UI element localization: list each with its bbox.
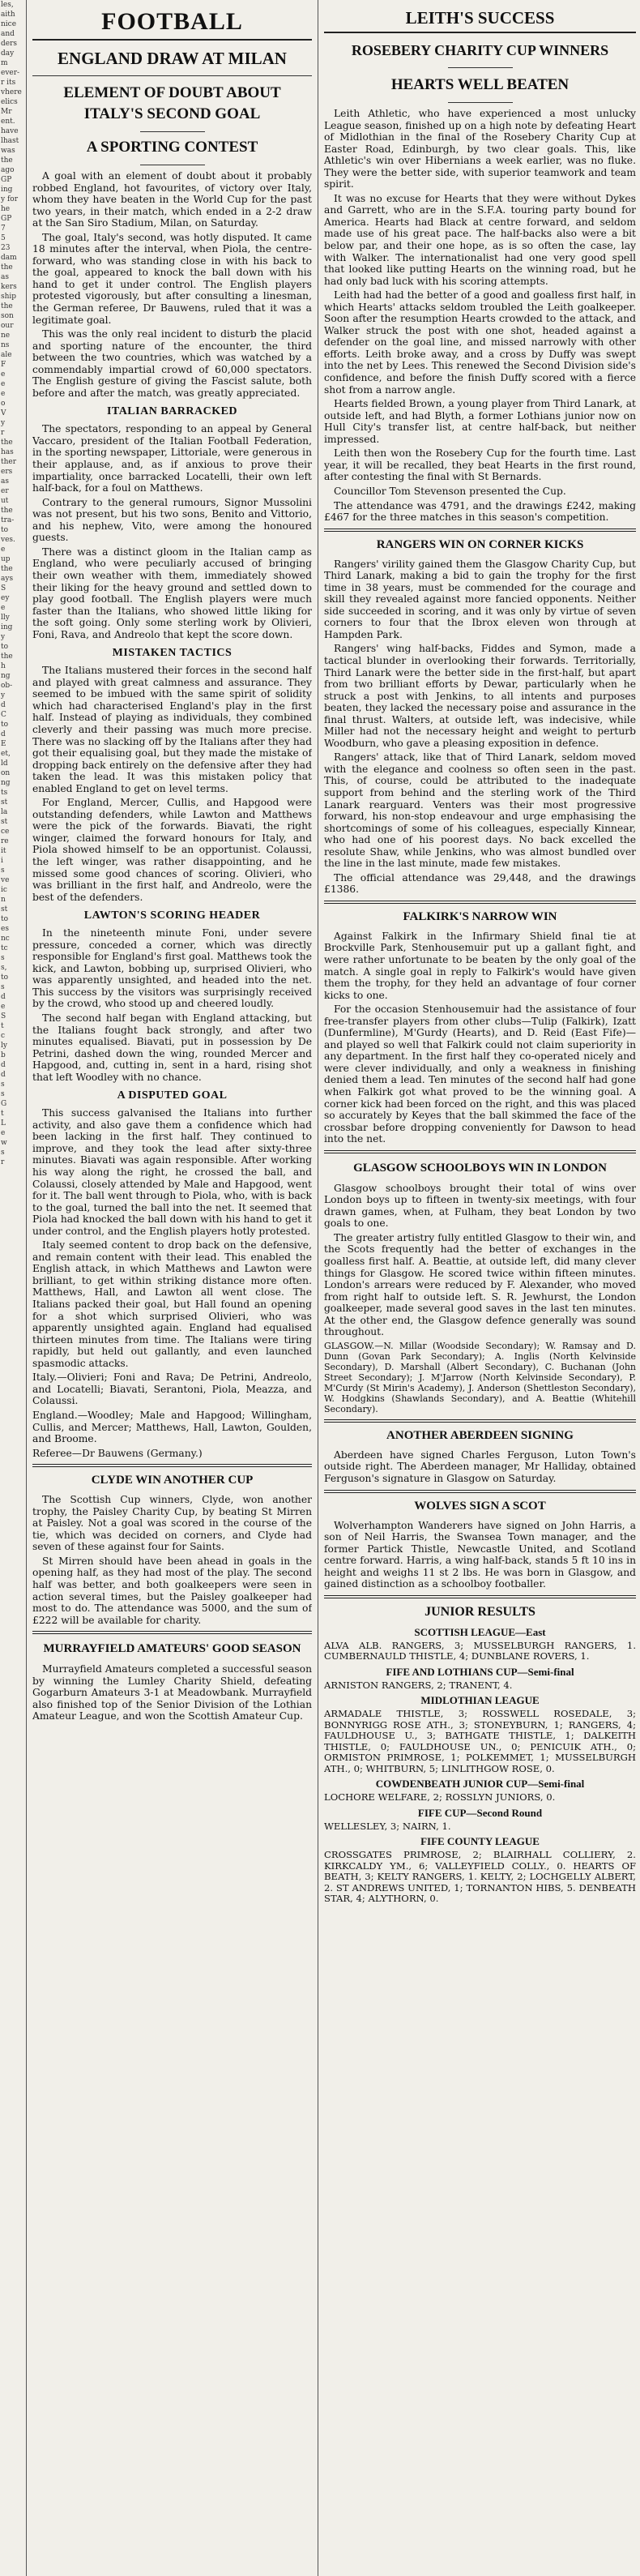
paragraph: Hearts fielded Brown, a young player from Third Lanark, at outside left, and had Blyth, a former Lothians junior now on Hull City's transfer list, at centre half-back, but neither impressed. [324, 398, 636, 445]
divider [324, 528, 636, 532]
team-lineup: GLASGOW.—N. Millar (Woodside Secondary); W. Ramsay and D. Dunn (Govan Park Secondary); A. Inglis (North Kelvinside Secondary), D. Marshall (Albert Secondary), C. Buchanan (John Street Secondary); J. M'Jarrow (North Kelvinside Secondary), P. M'Curdy (St Mirin's Academy), J. Anderson (Shettleston Secondary), W. Hodgkins (Shawlands Secondary), and A. Beattie (Whitehill Secondary). [324, 1340, 636, 1414]
kicker: HEARTS WELL BEATEN [390, 76, 570, 93]
gutter-fragment: s [1, 983, 5, 991]
divider [324, 1490, 636, 1493]
gutter-fragment: G [1, 1100, 7, 1108]
gutter-fragment: L [1, 1119, 6, 1128]
gutter-fragment: la [1, 808, 8, 816]
gutter-fragment: the [1, 263, 13, 272]
story-headline: ANOTHER ABERDEEN SIGNING [386, 1428, 574, 1442]
divider [324, 32, 636, 33]
divider [32, 1464, 312, 1467]
story-headline: GLASGOW SCHOOLBOYS WIN IN LONDON [353, 1161, 607, 1175]
gutter-fragment: e [1, 604, 6, 612]
paragraph: England.—Woodley; Male and Hapgood; Willingham, Cullis, and Mercer; Matthews, Hall, Lawton, Goulden, and Broome. [32, 1409, 312, 1445]
gutter-fragment: ing [1, 623, 13, 631]
paragraph: A goal with an element of doubt about it probably robbed England, hot favourites, of victory over Italy, whom they have beaten in the World Cup for the past two years, in their match, which ended in a 2-2 draw at the San Siro Stadium, Milan, on Saturday. [32, 170, 312, 229]
gutter-fragment: s [1, 1090, 5, 1098]
gutter-fragment: y [1, 633, 6, 641]
results-text: WELLESLEY, 3; NAIRN, 1. [324, 1820, 451, 1832]
gutter-fragment: w [1, 1139, 7, 1147]
subheadline: ROSEBERY CHARITY CUP WINNERS [351, 42, 609, 58]
gutter-fragment: lly [1, 614, 10, 622]
gutter-fragment: s [1, 1080, 5, 1089]
gutter-fragment: ng [1, 672, 11, 680]
paragraph: The attendance was 4791, and the drawings £242, making £467 for the three matches in this season's competition. [324, 499, 636, 524]
crosshead: LAWTON'S SCORING HEADER [83, 909, 261, 922]
gutter-fragment: 23 [1, 244, 11, 252]
gutter-fragment: r its [1, 79, 16, 87]
paragraph: Aberdeen have signed Charles Ferguson, Luton Town's outside right. The Aberdeen manager, Mr Halliday, obtained Ferguson's signature in Glasgow on Saturday. [324, 1448, 636, 1484]
gutter-fragment: to [1, 721, 9, 729]
gutter-fragment: elics [1, 98, 18, 106]
gutter-fragment: ne [1, 332, 11, 340]
results-text: CROSSGATES PRIMROSE, 2; BLAIRHALL COLLIERY, 2. KIRKCALDY YM., 6; VALLEYFIELD COLLY., 0. HEARTS OF BEATH, 3; KELTY RANGERS, 1. KELTY, 2; LOCHGELLY ALBERT, 2. ST ANDREWS UNITED, 1; TORNANTON HIBS, 5. DENBEATH STAR, 4; ALYTHORN, 0. [324, 1849, 636, 1905]
paragraph: Rangers' wing half-backs, Fiddes and Symon, made a tactical blunder in overlooking their forwards. Territorially, Third Lanark were the better side in the first-half, but apart from two brilliant efforts by Dewar, particularly when he struck a post with Jenkins, to all intents and purposes beaten, they lacked the necessary poise and assurance in the final thrust. Walters, at outside left, was indecisive, while Miller had not the necessary height and weight to perturb Woodburn, who gave a pleasing exposition in defence. [324, 643, 636, 749]
gutter-fragment: the [1, 302, 13, 310]
paragraph: The greater artistry fully entitled Glasgow to their win, and the Scots frequently had the better of exchanges in the goalless first half. A. Beattie, at outside left, did many clever things for Glasgow. He scored twice within fifteen minutes. London's arrears were reduced by F. Alexander, who moved from right half to outside left. S. R. Jewhurst, the London goalkeeper, made several good saves in the last ten minutes. At the other end, the Glasgow defence generally was sound throughout. [324, 1231, 636, 1338]
gutter-fragment: ic [1, 886, 7, 894]
gutter-fragment: ng [1, 779, 11, 787]
gutter-fragment: V [1, 409, 6, 417]
gutter-fragment: the [1, 156, 13, 165]
divider [448, 67, 513, 68]
divider [324, 1419, 636, 1423]
gutter-fragment: GP [1, 176, 12, 184]
paragraph: The goal, Italy's second, was hotly disputed. It came 18 minutes after the interval, when Piola, the centre-forward, who was standing close in with his back to the goal, appeared to knock the ball down with his hand to get it under control. The English players protested vigorously, but after consulting a linesman, the German referee, Dr Bauwens, ruled that it was a legitimate goal. [32, 231, 312, 326]
results-text: ARNISTON RANGERS, 2; TRANENT, 4. [324, 1679, 513, 1691]
gutter-fragment: S [1, 1012, 6, 1021]
gutter-fragment: re [1, 837, 9, 845]
gutter-fragment: t [1, 1022, 4, 1030]
paragraph: Leith had had the better of a good and goalless first half, in which Hearts' attacks seldom troubled the Leith goalkeeper. Soon after the resumption Hearts crowded to the attack, and Walker struck the post with one shot, headed against a defender on the goal line, and missed narrowly with other efforts. Leith broke away, and a cross by Duffy was swept into the net by Lees. This renewed the Second Division side's confidence, and before the finish Duffy scored with a fierce shot from a narrow angle. [324, 289, 636, 396]
gutter-fragment: ship [1, 293, 17, 301]
paragraph: Rangers' attack, like that of Third Lanark, seldom moved with the elegance and coolness so often seen in the past. This, of course, could be attributed to the inadequate support from behind and the sterling work of the Third Lanark rearguard. Venters was their most progressive forward, his non-stop endeavour and urge emphasising the shortcomings of some of his colleagues, especially Kinnear, who had one of his poorest days. No back excelled the resolute Shaw, while Jenkins, who was almost bundled over the line in the last minute, made few mistakes. [324, 751, 636, 870]
results-heading: FIFE AND LOTHIANS CUP—Semi-final [386, 1665, 574, 1678]
gutter-fragment: ves. [1, 536, 15, 544]
gutter-fragment: ve [1, 876, 10, 884]
paragraph: There was a distinct gloom in the Italian camp as England, who were peculiarly accused of bringing their own weather with them, immediately showed their liking for the heavy ground and settled down to play good football. The English players were much faster than the Italians, who showed little liking for the soft going. Only some sterling work by Olivieri, Foni, Rava, and Andreolo that kept the score down. [32, 546, 312, 640]
gutter-fragment: ld [1, 760, 8, 768]
crosshead: MISTAKEN TACTICS [112, 647, 233, 660]
gutter-fragment: our [1, 322, 14, 330]
gutter-fragment: b [1, 1051, 6, 1059]
gutter-fragment: n [1, 896, 6, 904]
paragraph: Glasgow schoolboys brought their total of wins over London boys up to fifteen in twenty-six meetings, with four drawn games, when, at Fulham, they beat London by two goals to one. [324, 1182, 636, 1230]
gutter-fragment: les, [1, 1, 14, 9]
gutter-fragment: s [1, 867, 5, 875]
gutter-fragment: to [1, 643, 9, 651]
gutter-fragment: C [1, 711, 6, 719]
paragraph: The spectators, responding to an appeal by General Vaccaro, president of the Italian Football Federation, in the sporting newspaper, Littoriale, were generous in their applause, and, as if anxious to prove their impartiality, once barracked Locatelli, their own left half-back, for a foul on Matthews. [32, 423, 312, 494]
gutter-fragment: e [1, 390, 6, 398]
gutter-fragment: i [1, 857, 3, 865]
gutter-fragment: on [1, 769, 11, 777]
gutter-fragment: d [1, 701, 6, 709]
results-heading: FIFE CUP—Second Round [417, 1806, 543, 1819]
gutter-fragment: Mr [1, 108, 12, 116]
divider [448, 102, 513, 103]
paragraph: Leith then won the Rosebery Cup for the fourth time. Last year, it will be recalled, they beat Hearts in the first round, after contesting the final with St Bernards. [324, 447, 636, 483]
gutter-fragment: as [1, 273, 9, 281]
gutter-fragment: y [1, 419, 6, 427]
results-text: LOCHORE WELFARE, 2; ROSSLYN JUNIORS, 0. [324, 1791, 556, 1804]
gutter-fragment: ays [1, 575, 14, 583]
gutter-fragment: s [1, 954, 5, 962]
gutter-fragment: ders [1, 40, 18, 48]
gutter-fragment: ing [1, 186, 13, 194]
gutter-fragment: as [1, 477, 9, 486]
gutter-fragment: dam [1, 254, 17, 262]
paragraph: St Mirren should have been ahead in goals in the opening half, as they had most of the play. The second half was better, and both goalkeepers were seen in action several times, but the Paisley goalkeeper had most to do. The attendance was 5000, and the sum of £222 will be available for charity. [32, 1555, 312, 1626]
gutter-fragment: to [1, 915, 9, 923]
paragraph: The Italians mustered their forces in the second half and played with great calmness and assurance. They seemed to be imbued with the same spirit of solidity which had characterised England's play in the first half. Instead of playing as individuals, they combined cleverly and their passing was much more precise. There was no slacking off by the Italians after they had got their equalising goal, but they made the mistake of dropping back entirely on the defensive after they had taken the lead. It was this mistaken policy that enabled England to get on level terms. [32, 665, 312, 794]
paragraph: This success galvanised the Italians into further activity, and also gave them a confidence which had been lacking in the first half. They continued to improve, and they took the lead after sixty-three minutes. Biavati was again responsible. After working his way along the right, he crossed the ball, and Colaussi, closely attended by Male and Hapgood, went for it. The ball went through to Piola, who, with is back to the goal, turned the ball into the net. It seemed that Piola had knocked the ball down with his hand to get it under control, and the English players hotly protested. [32, 1107, 312, 1237]
paragraph: Against Falkirk in the Infirmary Shield final tie at Brockville Park, Stenhousemuir put up a gallant fight, and were rather unfortunate to be beaten by the only goal of the match. A single goal in reply to Falkirk's would have given them the trophy, for they held an advantage of four corner kicks to one. [324, 930, 636, 1001]
gutter-fragment: e [1, 1003, 6, 1011]
section-title: FOOTBALL [101, 8, 243, 35]
gutter-fragment: have [1, 127, 19, 135]
paragraph: Contrary to the general rumours, Signor Mussolini was not present, but his two sons, Benito and Vittorio, and his nephew, Vito, were among the honoured guests. [32, 496, 312, 544]
gutter-fragment: ers [1, 468, 13, 476]
gutter-fragment: st [1, 905, 8, 914]
gutter-fragment: 5 [1, 234, 6, 242]
gutter-fragment: e [1, 1129, 6, 1137]
gutter-fragment: e [1, 546, 6, 554]
paragraph: Wolverhampton Wanderers have signed on John Harris, a son of Neil Harris, the Swansea Town manager, and the former Partick Thistle, Newcastle United, and Scotland centre forward. Harris, a wing half-back, stands 5 ft 10 ins in height and weighs 11 st 2 lbs. He was born in Glasgow, and gained distinction as a schoolboy footballer. [324, 1519, 636, 1590]
gutter-fragment: F [1, 361, 6, 369]
paragraph: Councillor Tom Stevenson presented the Cup. [334, 485, 566, 497]
paragraph: For England, Mercer, Cullis, and Hapgood were outstanding defenders, while Lawton and Matthews were the pick of the forwards. Biavati, the right winger, claimed the forward honours for Italy, and Piola showed himself to be an opportunist. Colaussi, the left winger, was rather disappointing, and he missed some good chances of scoring. Olivieri, who was brilliant in the first half, and Andreolo, were the best of the defenders. [32, 797, 312, 903]
gutter-fragment: ago [1, 166, 15, 174]
gutter-fragment: d [1, 1071, 6, 1079]
story-headline: CLYDE WIN ANOTHER CUP [91, 1474, 254, 1487]
gutter-fragment: ale [1, 351, 12, 359]
crosshead: ITALIAN BARRACKED [106, 405, 238, 418]
gutter-fragment: aith [1, 11, 15, 19]
story-headline: WOLVES SIGN A SCOT [414, 1499, 546, 1513]
column-rule-left [26, 0, 27, 2576]
paragraph: For the occasion Stenhousemuir had the assistance of four free-transfer players from other clubs—Tulip (Falkirk), Izatt (Dunfermline), M'Gurdy (Hearts), and D. Reid (East Fife)—and played so well that Falkirk could not claim superiority in any department. In the first half they co-operated nicely and were clever individually, and only a weakness in finishing denied them a lead. Ten minutes of the second half had gone when Falkirk got what proved to be the winning goal. A corner kick had been forced on the right, and this was placed so accurately by Keyes that the ball skimmed the face of the crossbar before dropping conveniently for Dawson to head into the net. [324, 1003, 636, 1145]
gutter-fragment: ut [1, 497, 9, 505]
gutter-fragment: tra- [1, 516, 15, 524]
gutter-fragment: was [1, 147, 15, 155]
gutter-fragment: st [1, 818, 8, 826]
story-headline: FALKIRK'S NARROW WIN [403, 909, 557, 923]
gutter-fragment: e [1, 380, 6, 388]
headline: ENGLAND DRAW AT MILAN [58, 49, 287, 68]
gutter-fragment: r [1, 1158, 5, 1166]
gutter-fragment: d [1, 730, 6, 738]
subheadline: ELEMENT OF DOUBT ABOUT ITALY'S SECOND GOAL [63, 84, 281, 122]
gutter-fragment: the [1, 439, 13, 447]
gutter-fragment: er [1, 487, 9, 495]
football-column [32, 0, 312, 2576]
divider [32, 75, 312, 76]
divider [324, 1595, 636, 1598]
gutter-fragment: s, [1, 964, 7, 972]
gutter-fragment: ther [1, 458, 17, 466]
sports-column [324, 0, 636, 2576]
gutter-fragment: the [1, 653, 13, 661]
divider [32, 1631, 312, 1634]
paragraph: The Scottish Cup winners, Clyde, won another trophy, the Paisley Charity Cup, by beating St Mirren at Paisley. Not a goal was scored in the course of the tie, which was decided on corners, and Clyde had seven of these against four for Saints. [32, 1494, 312, 1553]
gutter-fragment: y [1, 691, 6, 700]
gutter-fragment: has [1, 448, 14, 456]
gutter-fragment: m [1, 59, 8, 67]
gutter-fragment: vhere [1, 88, 22, 96]
story-headline: JUNIOR RESULTS [425, 1604, 535, 1619]
paragraph: Referee—Dr Bauwens (Germany.) [32, 1447, 203, 1459]
gutter-fragment: ly [1, 1042, 7, 1050]
gutter-fragment: it [1, 847, 6, 855]
gutter-fragment: c [1, 1032, 6, 1040]
results-heading: SCOTTISH LEAGUE—East [414, 1625, 546, 1638]
gutter-fragment: kers [1, 283, 17, 291]
results-text: ALVA ALB. RANGERS, 3; MUSSELBURGH RANGERS, 1. CUMBERNAULD THISTLE, 4; DUNBLANE ROVERS, 1. [324, 1639, 636, 1662]
results-heading: FIFE COUNTY LEAGUE [420, 1835, 540, 1848]
gutter-fragment: t [1, 1110, 4, 1118]
paragraph: This was the only real incident to disturb the placid and sporting nature of the encounter, the third between the two countries, which was watched by a commendably impartial crowd of 60,000 spectators. The English gesture of giving the Fascist salute, both before and after the match, was greatly appreciated. [32, 328, 312, 399]
gutter-fragment: nc [1, 935, 10, 943]
kicker: A SPORTING CONTEST [86, 139, 258, 156]
gutter-fragment: the [1, 565, 13, 573]
results-heading: MIDLOTHIAN LEAGUE [420, 1694, 540, 1707]
gutter-fragment: s [1, 1149, 5, 1157]
story-headline: RANGERS WIN ON CORNER KICKS [376, 537, 584, 551]
gutter-fragment: st [1, 798, 8, 807]
gutter-fragment: r [1, 429, 5, 437]
gutter-fragment: d [1, 993, 6, 1001]
paragraph: Leith Athletic, who have experienced a most unlucky League season, finished up on a high note by defeating Heart of Midlothian in the final of the Rosebery Charity Cup at Easter Road, Edinburgh, by two clear goals. This, like Athletic's win over Hibernians a week earlier, was no fluke. They were the better side, with superior teamwork and team spirit. [324, 108, 636, 190]
paragraph: Italy seemed content to drop back on the defensive, and remain content with their lead. This enabled the English attack, in which Matthews and Lawton were brilliant, to get within striking distance more often. Matthews, Hall, and Lawton all went close. The Italians packed their goal, but Hall found an opening for a shot which surprised Olivieri, who was apparently unsighted again. England had equalised thirteen minutes from time. The Italians were tiring rapidly, but held out gallantly, and even launched spasmodic attacks. [32, 1239, 312, 1369]
paragraph: Murrayfield Amateurs completed a successful season by winning the Lumley Charity Shield, defeating Gogarburn Amateurs 3-1 at Meadowbank. Murrayfield also finished top of the Senior Division of the Lothian Amateur League, and won the Scottish Amateur Cup. [32, 1663, 312, 1722]
gutter-fragment: 7 [1, 225, 6, 233]
divider [324, 901, 636, 904]
gutter-fragment: ns [1, 341, 10, 349]
gutter-fragment: ey [1, 594, 10, 602]
gutter-fragment: es [1, 925, 9, 933]
divider [32, 39, 312, 41]
paragraph: The official attendance was 29,448, and the drawings £1386. [324, 871, 636, 896]
paragraph: Italy.—Olivieri; Foni and Rava; De Petrini, Andreolo, and Locatelli; Biavati, Serantoni, Piola, Meazza, and Colaussi. [32, 1371, 312, 1407]
crosshead: A DISPUTED GOAL [117, 1089, 228, 1102]
results-heading: COWDENBEATH JUNIOR CUP—Semi-final [375, 1778, 585, 1791]
gutter-fragment: to [1, 973, 9, 982]
gutter-fragment: up [1, 555, 11, 563]
gutter-fragment: ob- [1, 682, 13, 690]
divider [140, 131, 205, 132]
gutter-fragment: nice [1, 20, 17, 28]
gutter-fragment: y for [1, 195, 18, 203]
gutter-fragment: lhast [1, 137, 19, 145]
gutter-fragment: e [1, 370, 6, 379]
gutter-fragment: to [1, 526, 9, 534]
paragraph: In the nineteenth minute Foni, under severe pressure, conceded a corner, which was directly responsible for England's first goal. Matthews took the kick, and Lawton, bobbing up, surprised Olivieri, who was apparently unsighted, and headed into the net. This success by the visitors was surprisingly received by the crowd, who stood up and cheered loudly. [32, 927, 312, 1010]
gutter-fragment: he [1, 205, 11, 213]
paragraph: The second half began with England attacking, but the Italians fought back strongly, and after two minutes equalised. Biavati, put in possession by De Petrini, dashed down the wing, rounded Mercer and Hapgood, and, cutting in, sent in a hard, rising shot that left Woodley with no chance. [32, 1012, 312, 1083]
gutter-fragment: ent. [1, 118, 15, 126]
adjacent-column-fragment [0, 0, 24, 2576]
headline: LEITH'S SUCCESS [405, 8, 555, 28]
gutter-fragment: h [1, 662, 6, 670]
gutter-fragment: o [1, 400, 6, 408]
gutter-fragment: son [1, 312, 14, 320]
gutter-fragment: et, [1, 750, 11, 758]
gutter-fragment: d [1, 1061, 6, 1069]
gutter-fragment: GP [1, 215, 12, 223]
gutter-fragment: ts [1, 789, 8, 797]
gutter-fragment: ever- [1, 69, 20, 77]
gutter-fragment: and [1, 30, 15, 38]
gutter-fragment: ce [1, 828, 10, 836]
divider [324, 1150, 636, 1153]
gutter-fragment: S [1, 584, 6, 593]
gutter-fragment: E [1, 740, 6, 748]
story-headline: MURRAYFIELD AMATEURS' GOOD SEASON [43, 1642, 301, 1656]
gutter-fragment: the [1, 507, 13, 515]
gutter-fragment: tc [1, 944, 8, 952]
gutter-fragment: day [1, 49, 15, 58]
paragraph: It was no excuse for Hearts that they were without Dykes and Garrett, who are in the S.F.A. touring party bound for America. Hearts had Black at centre forward, and seldom made use of his great pace. The half-backs also were a bit below par, and their one hope, as is so often the case, lay with Walker. The internationalist had one very good spell that looked like putting Hearts on the winning road, but he had only bad luck with his scoring attempts. [324, 192, 636, 287]
paragraph: Rangers' virility gained them the Glasgow Charity Cup, but Third Lanark, making a bid to gain the trophy for the first time in 38 years, must be commended for the courage and skill they revealed against more fancied opponents. Neither side succeeded in scoring, and it was only by virtue of seven corners to four that the Ibrox eleven won through at Hampden Park. [324, 558, 636, 640]
results-text: ARMADALE THISTLE, 3; ROSSWELL ROSEDALE, 3; BONNYRIGG ROSE ATH., 3; STONEYBURN, 1; RANGERS, 4; FAULDHOUSE U., 3; BATHGATE THISTLE, 1; DALKEITH THISTLE, 0; FAULDHOUSE UN., 0; PENICUIK ATH., 0; ORMISTON PRIMROSE, 1; POLKEMMET, 1; MUSSELBURGH ATH., 0; WHITBURN, 5; LINLITHGOW ROSE, 0. [324, 1708, 636, 1774]
